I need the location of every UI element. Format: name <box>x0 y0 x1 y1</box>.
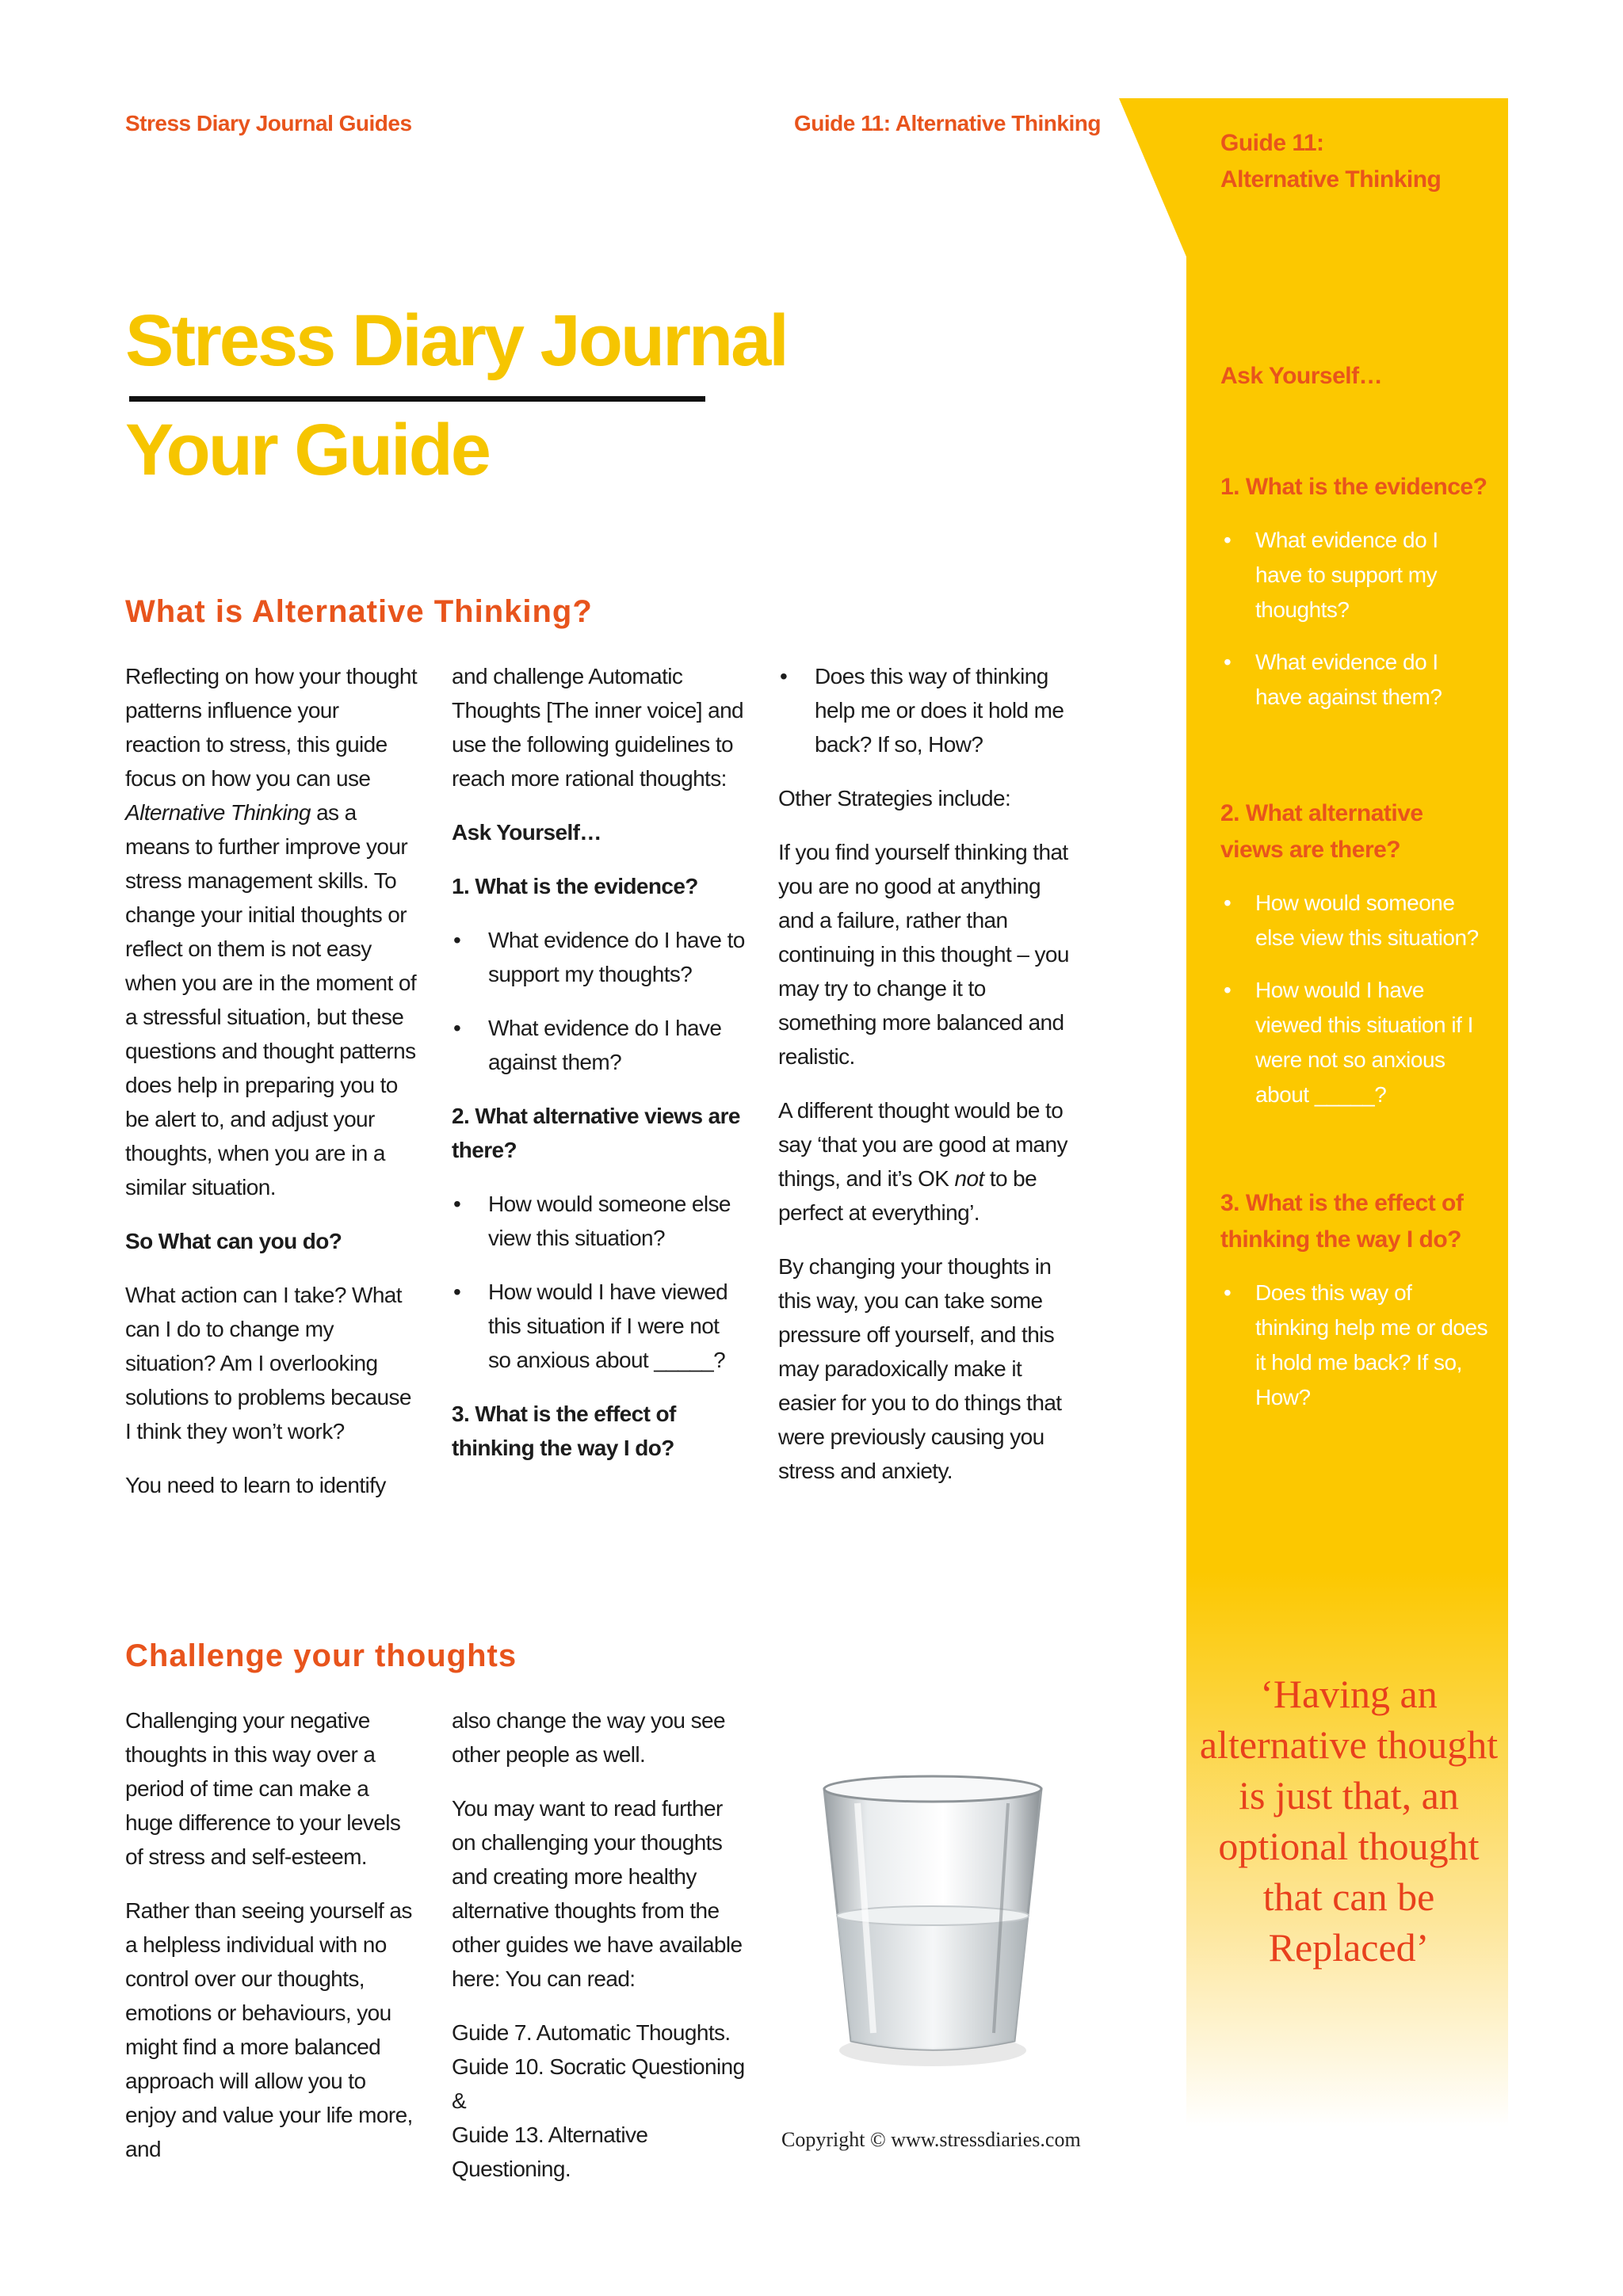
list-item: • Does this way of thinking help me or does it hold me back? If so, How? <box>1220 1276 1490 1415</box>
sidebar-question-2 <box>1220 795 1490 1130</box>
section2-column-2 <box>452 1703 745 2186</box>
section1-column-3 <box>778 659 1071 1508</box>
header-guide-title: Guide 11: Alternative Thinking <box>794 111 1101 135</box>
half-full-glass-image <box>810 1772 1056 2073</box>
sidebar-guide-name: Alternative Thinking <box>1220 166 1442 193</box>
paragraph: Other Strategies include: <box>778 786 1011 810</box>
paragraph-text: to be perfect at everything’. <box>778 1166 1037 1225</box>
section2-column-1 <box>125 1703 418 2186</box>
paragraph-text: A different thought would be to say ‘that you are good at many things, and it’s OK <box>778 1098 1067 1191</box>
sidebar-q1-heading: 1. What is the evidence? <box>1220 474 1487 500</box>
sidebar-q2-heading: 2. What alternative views are there? <box>1220 800 1423 863</box>
list-item: • How would someone else view this situation? <box>452 1187 745 1255</box>
paragraph: By changing your thoughts in this way, you can take some pressure off yourself, and this may paradoxically make it easier for you to do things that were previously causing you stress and anxiety. <box>778 1254 1062 1483</box>
sidebar-guide-number: Guide 11: <box>1220 130 1324 156</box>
page-title-line-1: Stress Diary Journal <box>125 300 787 381</box>
sidebar-q2-list <box>1220 886 1490 1112</box>
paragraph <box>125 659 418 1204</box>
list-item: • How would I have viewed this situation if I were not so anxious about _____? <box>452 1275 745 1377</box>
sidebar-ask-heading: Ask Yourself… <box>1220 363 1383 389</box>
guide-reference: Guide 13. Alternative Questioning. <box>452 2122 648 2181</box>
question-2-list <box>452 1187 745 1377</box>
sidebar-quote: ‘Having an alternative thought is just that, an optional thought that can be Replaced’ <box>1199 1672 1499 1970</box>
list-item: • Does this way of thinking help me or does it hold me back? If so, How? <box>778 659 1071 761</box>
paragraph-text: as a means to further improve your stress management skills. To change your initial thoughts or reflect on them is not easy when you are in the moment of a stressful situation, but these questions and thought patterns does help in preparing you to be alert to, and adjust your thoughts, when you are in a similar situation. <box>125 800 417 1199</box>
guide-reference: Guide 7. Automatic Thoughts. <box>452 2020 731 2045</box>
title-divider <box>129 396 705 402</box>
list-item: • What evidence do I have to support my thoughts? <box>1220 523 1490 627</box>
copyright-footer: Copyright © www.stressdiaries.com <box>781 2128 1081 2151</box>
paragraph: Challenging your negative thoughts in this way over a period of time can make a huge difference to your levels of stress and self-esteem. <box>125 1708 401 1869</box>
section-heading-challenge-thoughts: Challenge your thoughts <box>125 1638 517 1673</box>
sidebar-question-1 <box>1220 469 1490 732</box>
section1-column-1 <box>125 659 418 1522</box>
paragraph-emphasis: Alternative Thinking <box>125 800 311 825</box>
page-title-line-2: Your Guide <box>125 410 489 490</box>
section1-column-2 <box>452 659 745 1485</box>
paragraph: You may want to read further on challenging your thoughts and creating more healthy alternative thoughts from the other guides we have available here: You can read: <box>452 1796 743 1991</box>
subheading-ask-yourself: Ask Yourself… <box>452 820 601 845</box>
subheading-question-3: 3. What is the effect of thinking the way I do? <box>452 1402 676 1460</box>
paragraph-text: Reflecting on how your thought patterns influence your reaction to stress, this guide focus on how you can use <box>125 664 418 791</box>
paragraph: and challenge Automatic Thoughts [The inner voice] and use the following guidelines to reach more rational thoughts: <box>452 664 744 791</box>
list-item: • How would someone else view this situation? <box>1220 886 1490 955</box>
paragraph-emphasis: not <box>954 1166 984 1191</box>
paragraph: What action can I take? What can I do to change my situation? Am I overlooking solutions to problems because I think they won’t work? <box>125 1283 411 1444</box>
paragraph: Rather than seeing yourself as a helpless individual with no control over our thoughts, emotions or behaviours, you might find a more balanced approach will allow you to enjoy and value your life more, and <box>125 1898 413 2161</box>
paragraph <box>778 1093 1071 1230</box>
guide-reference: Guide 10. Socratic Questioning & <box>452 2054 745 2113</box>
subheading-question-1: 1. What is the evidence? <box>452 874 698 898</box>
header-left-title: Stress Diary Journal Guides <box>125 111 412 135</box>
list-item: • What evidence do I have against them? <box>452 1011 745 1079</box>
sidebar-question-3 <box>1220 1185 1490 1432</box>
section-heading-alternative-thinking: What is Alternative Thinking? <box>125 594 593 629</box>
sidebar-q1-list <box>1220 523 1490 715</box>
subheading-question-2: 2. What alternative views are there? <box>452 1104 740 1162</box>
subheading-what-can-you-do: So What can you do? <box>125 1229 342 1253</box>
sidebar-q3-list <box>1220 1276 1490 1415</box>
sidebar-guide-title <box>1220 125 1490 198</box>
paragraph: You need to learn to identify <box>125 1473 386 1497</box>
sidebar-q3-heading: 3. What is the effect of thinking the way I do? <box>1220 1190 1464 1253</box>
paragraph: If you find yourself thinking that you are no good at anything and a failure, rather than continuing in this thought – you may try to change it to something more balanced and realistic. <box>778 840 1069 1069</box>
list-item: • How would I have viewed this situation if I were not so anxious about _____? <box>1220 973 1490 1112</box>
list-item: • What evidence do I have against them? <box>1220 645 1490 715</box>
question-1-list <box>452 923 745 1079</box>
question-3-list <box>778 659 1071 761</box>
paragraph: also change the way you see other people as well. <box>452 1708 725 1767</box>
list-item: • What evidence do I have to support my thoughts? <box>452 923 745 991</box>
